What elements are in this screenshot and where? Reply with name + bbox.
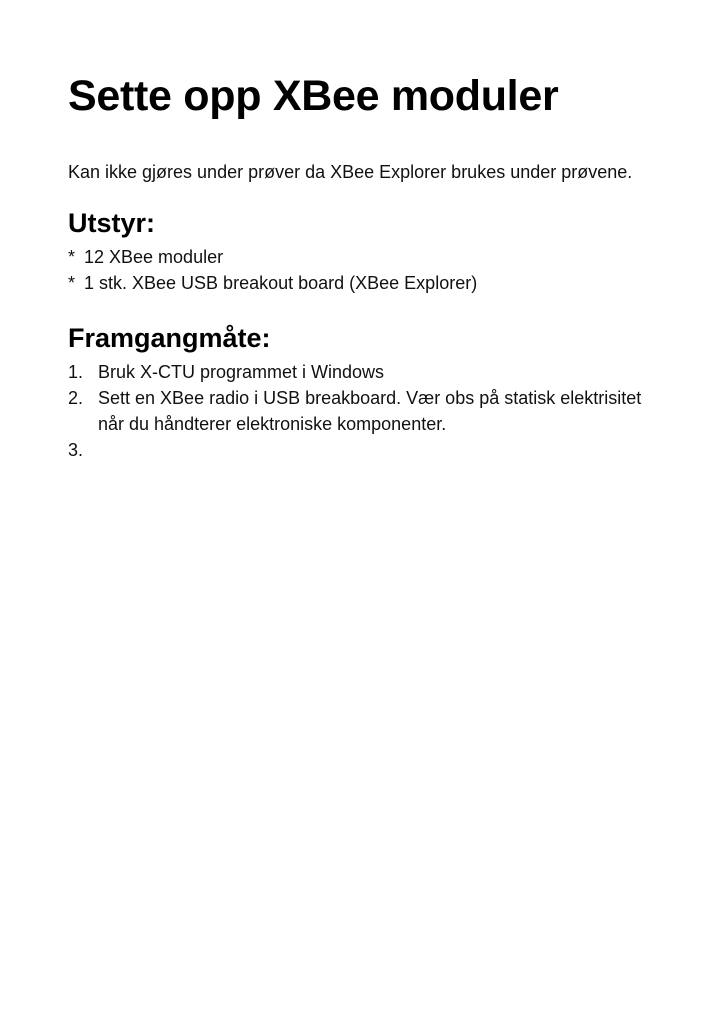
step-text	[98, 437, 664, 463]
procedure-list	[68, 359, 664, 463]
list-item	[68, 437, 664, 463]
list-item	[68, 359, 664, 385]
bullet-marker: *	[68, 273, 76, 293]
bullet-marker: *	[68, 247, 76, 267]
step-number: 2.	[68, 388, 84, 408]
document-title: Sette opp XBee moduler	[68, 72, 559, 120]
equipment-list	[68, 244, 664, 296]
list-item	[68, 270, 664, 296]
step-number: 1.	[68, 362, 84, 382]
list-item	[68, 385, 664, 437]
step-text: Sett en XBee radio i USB breakboard. Vær obs på statisk elektrisitet når du håndterer elektroniske komponenter.	[98, 388, 642, 434]
equipment-item-text: 1 stk. XBee USB breakout board (XBee Explorer)	[84, 273, 478, 293]
list-item	[68, 244, 664, 270]
step-text: Bruk X-CTU programmet i Windows	[98, 362, 385, 382]
procedure-heading: Framgangmåte:	[68, 323, 271, 353]
intro-paragraph: Kan ikke gjøres under prøver da XBee Explorer brukes under prøvene.	[68, 162, 633, 182]
equipment-item-text: 12 XBee moduler	[84, 247, 224, 267]
equipment-heading: Utstyr:	[68, 208, 156, 238]
step-number: 3.	[68, 440, 84, 460]
